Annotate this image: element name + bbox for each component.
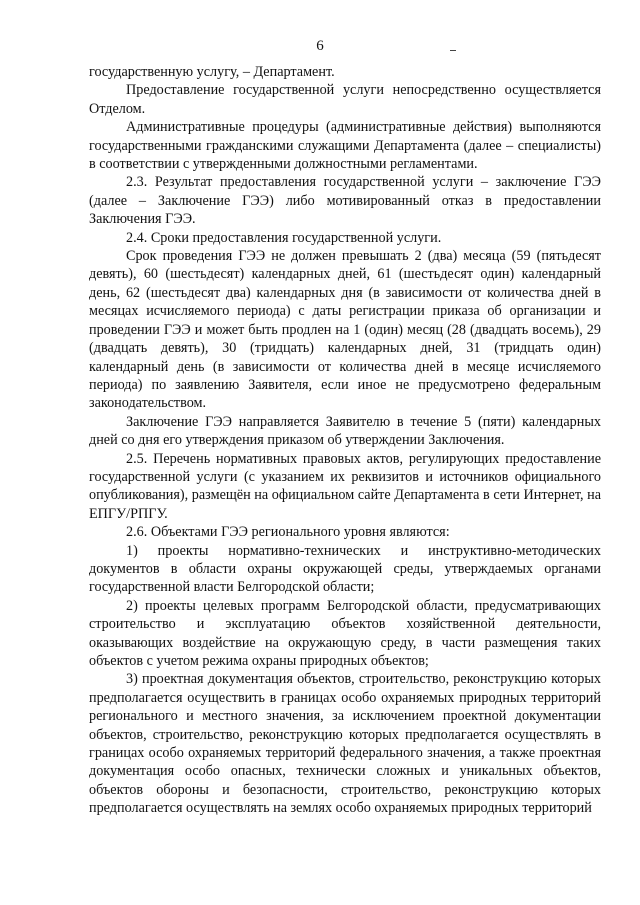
- scan-mark: [450, 50, 456, 51]
- list-item-1: 1) проекты нормативно-технических и инструктивно-методических документов в области охраны окружающей среды, утверждаемых органами государственной власти Белгородской области;: [89, 542, 601, 596]
- paragraph-conclusion-sending: Заключение ГЭЭ направляется Заявителю в течение 5 (пяти) календарных дней со дня его утверждения приказом об утверждении Заключения.: [89, 413, 601, 449]
- page-number: 6: [316, 38, 324, 54]
- paragraph-2-3-result: 2.3. Результат предоставления государственной услуги – заключение ГЭЭ (далее – Заключение ГЭЭ) либо мотивированный отказ в предоставлении Заключения ГЭЭ.: [89, 174, 601, 228]
- paragraph-continuation: государственную услугу, – Департамент.: [89, 64, 335, 80]
- document-body: [89, 63, 601, 818]
- paragraph-2-6-objects: 2.6. Объектами ГЭЭ регионального уровня являются:: [126, 524, 450, 541]
- paragraph-gee-term: Срок проведения ГЭЭ не должен превышать 2 (два) месяца (59 (пятьдесят девять), 60 (шестьдесят) календарных дней, 61 (шестьдесят один) календарный день, 62 (шестьдесят два) календарных дня (в зависимости от количества дней в месяцах исчисляемого периода) с даты регистрации приказа об организации и проведении ГЭЭ и может быть продлен на 1 (один) месяц (28 (двадцать восемь), 29 (двадцать девять), 30 (тридцать) календарных дней, 31 (тридцать один) календарный день (в зависимости от количества дней в месяце исчисляемого периода) по заявлению Заявителя, если иное не предусмотрено федеральным законодательством.: [89, 248, 601, 412]
- list-item-2: 2) проекты целевых программ Белгородской области, предусматривающих строительство и эксплуатацию объектов хозяйственной деятельности, оказывающих воздействие на окружающую среду, в части размещения таких объектов с учетом режима охраны природных объектов;: [89, 597, 601, 669]
- paragraph-2-5-legal-acts: 2.5. Перечень нормативных правовых актов, регулирующих предоставление государственной услуги (с указанием их реквизитов и источников официального опубликования), размещён на официальном сайте Департамента в сети Интернет, на ЕПГУ/РПГУ.: [89, 450, 601, 522]
- paragraph-provision-department: Предоставление государственной услуги непосредственно осуществляется Отделом.: [89, 82, 601, 117]
- paragraph-2-4-deadlines: 2.4. Сроки предоставления государственной услуги.: [126, 229, 442, 246]
- list-item-3: 3) проектная документация объектов, строительство, реконструкцию которых предполагается осуществить в границах особо охраняемых природных территорий регионального и местного значения, за исключением проектной документации объектов, строительство, реконструкцию которых предполагается осуществлять в границах особо охраняемых территорий федерального значения, а также проектная документация особо опасных, технически сложных и уникальных объектов, объектов обороны и безопасности, строительство, реконструкцию которых предполагается осуществлять на землях особо охраняемых природных территорий: [89, 671, 601, 817]
- paragraph-administrative-procedures: Административные процедуры (административные действия) выполняются государственными гражданскими служащими Департамента (далее – специалисты) в соответствии с утвержденными должностными регламентами.: [89, 119, 601, 173]
